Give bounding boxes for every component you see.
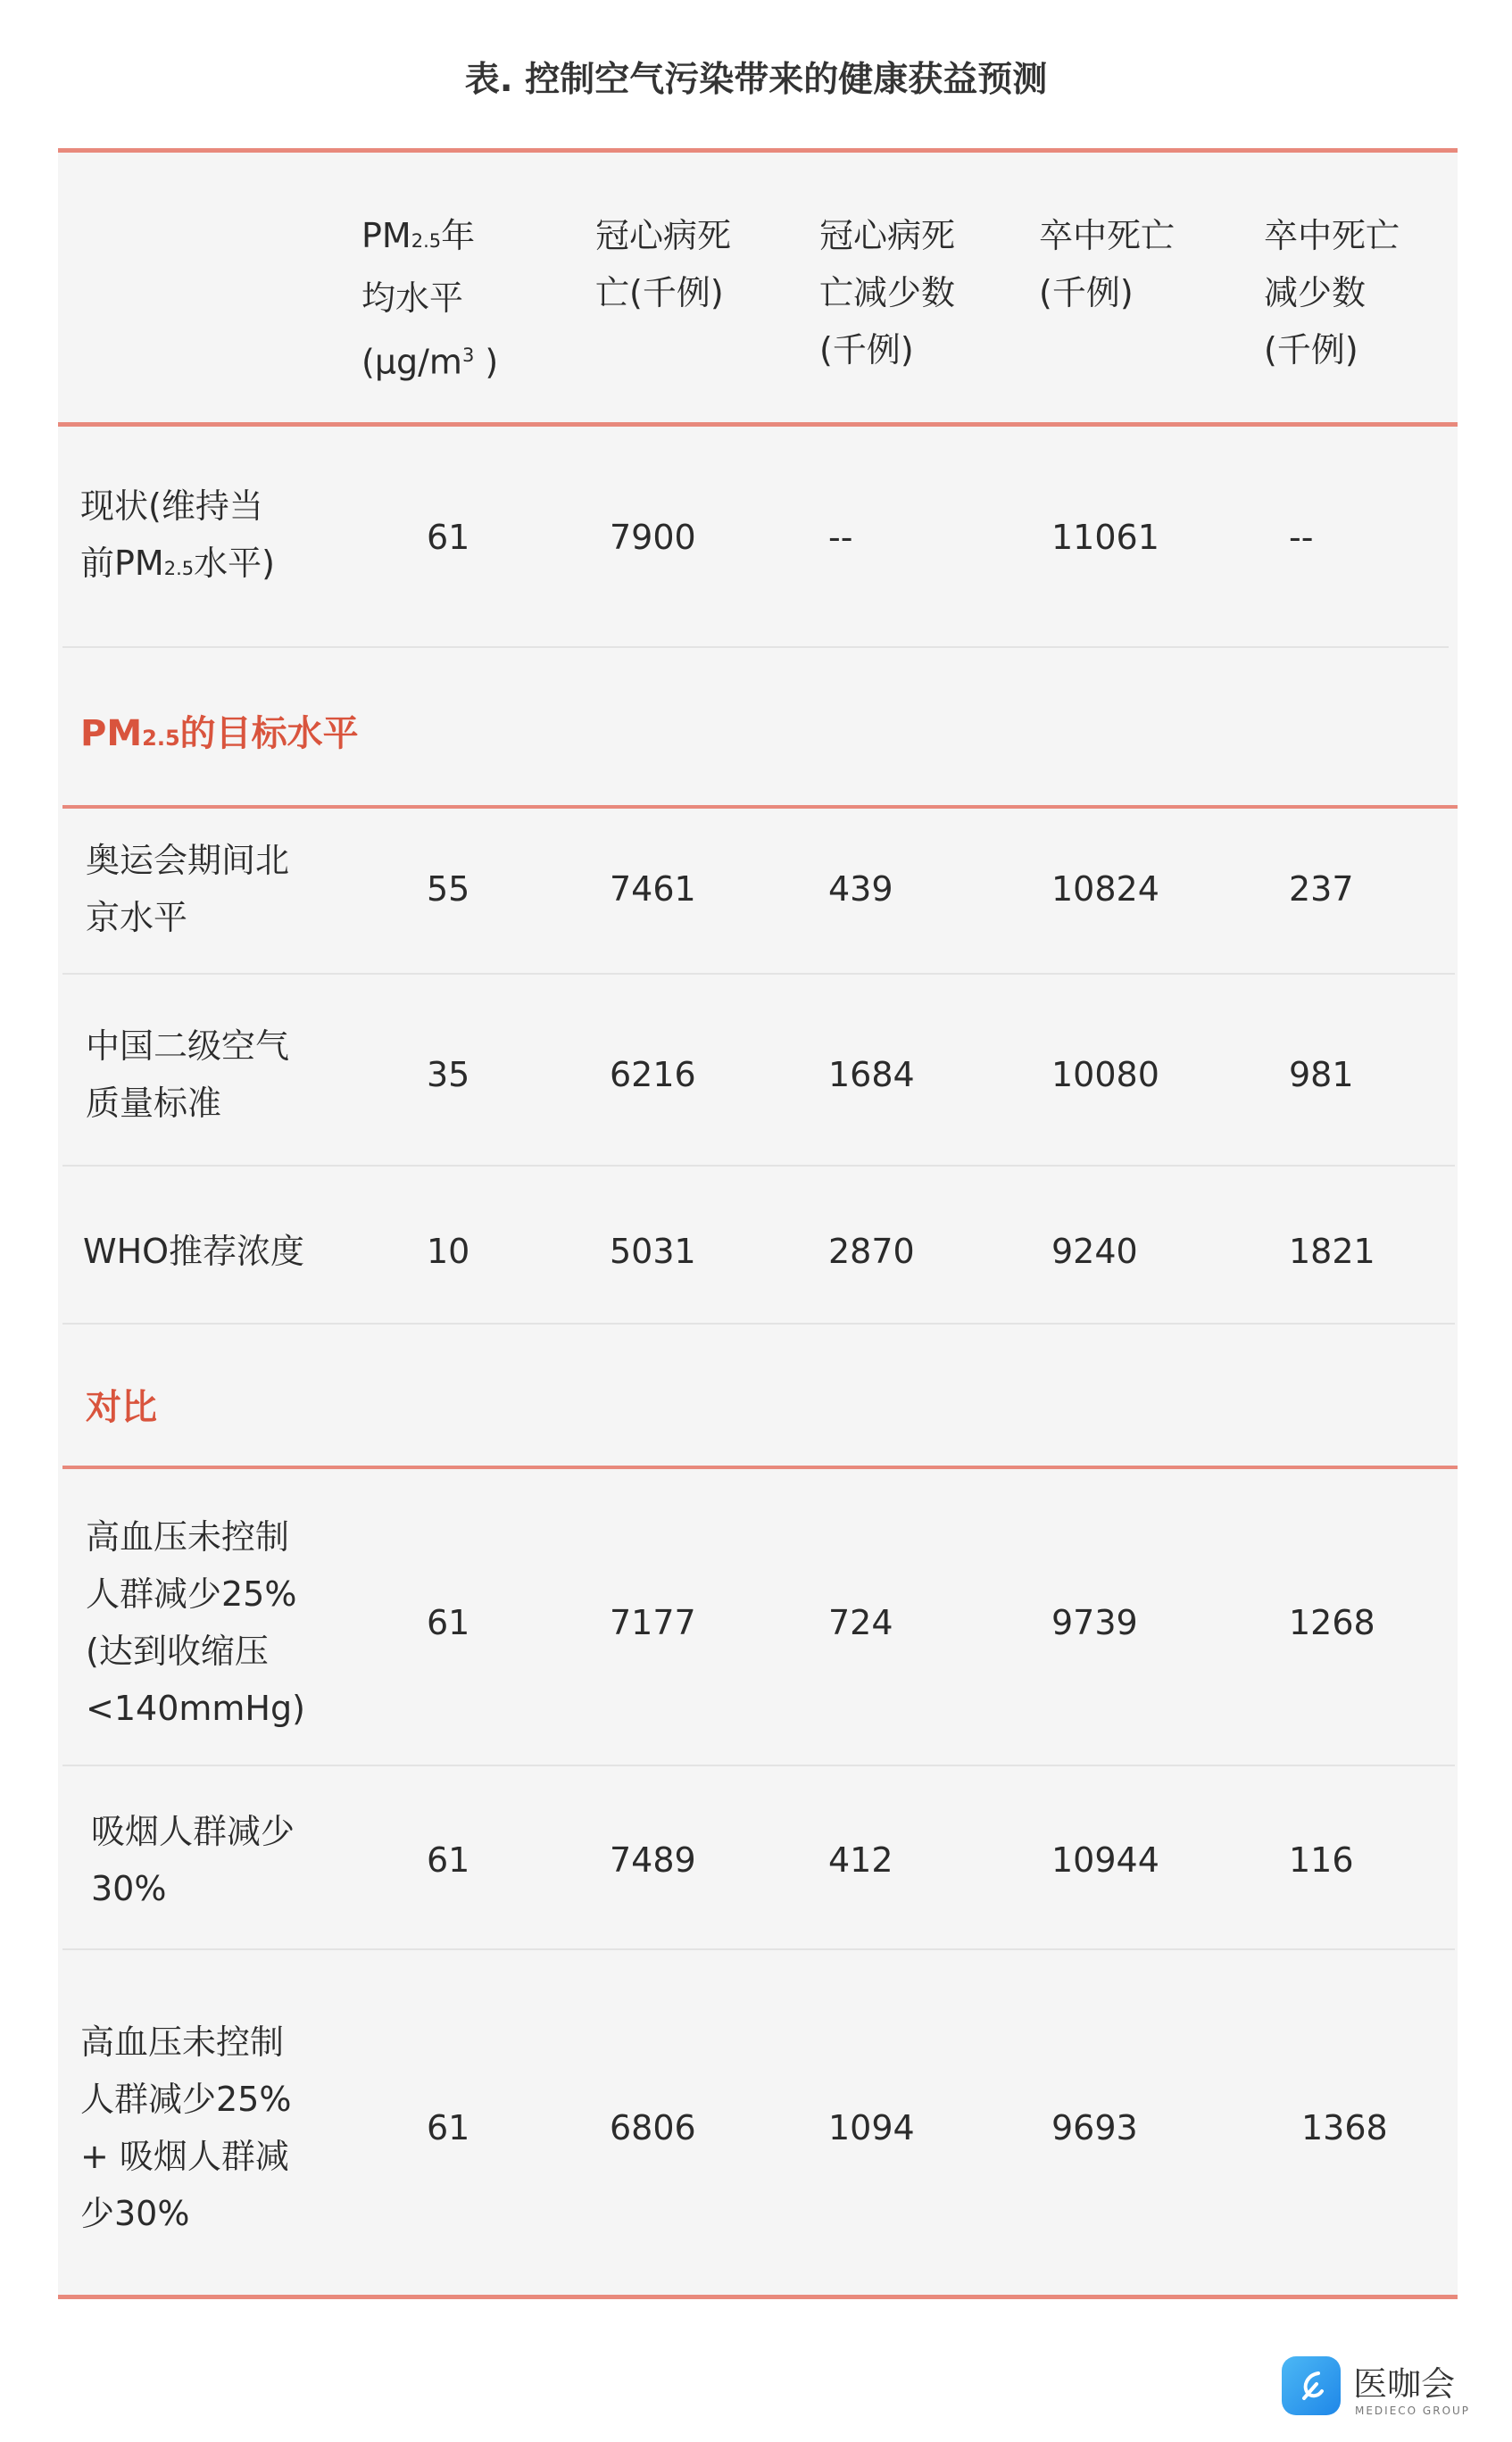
status-stroke: 11061 <box>1051 518 1159 557</box>
section-title-compare: 对比 <box>86 1387 157 1428</box>
section-title-targets: PM2.5的目标水平 <box>80 713 359 754</box>
top-rule <box>58 148 1458 153</box>
row-separator <box>62 1165 1455 1167</box>
status-chd-red: -- <box>828 518 853 557</box>
header-rule <box>58 422 1458 427</box>
status-stroke-red: -- <box>1289 518 1314 557</box>
header-stroke-reduction: 卒中死亡 减少数 (千例) <box>1264 216 1400 370</box>
logo-icon <box>1282 2356 1341 2415</box>
header-stroke-deaths: 卒中死亡 (千例) <box>1039 216 1176 312</box>
section2-rule <box>62 1466 1458 1469</box>
page-title: 表. 控制空气污染带来的健康获益预测 <box>464 60 1048 100</box>
logo-name: 医咖会 <box>1353 2364 1456 2404</box>
status-pm: 61 <box>427 518 470 557</box>
status-row-label: 现状(维持当 前PM2.5水平) <box>80 486 275 583</box>
section1-rule <box>62 805 1458 809</box>
bottom-rule <box>58 2295 1458 2299</box>
header-chd-deaths: 冠心病死 亡(千例) <box>595 216 732 312</box>
row-separator <box>62 973 1455 975</box>
row-separator <box>62 646 1449 648</box>
header-chd-reduction: 冠心病死 亡减少数 (千例) <box>819 216 956 370</box>
row-separator <box>62 1948 1455 1950</box>
status-chd: 7900 <box>610 518 696 557</box>
row-separator <box>62 1765 1455 1766</box>
header-pm: PM2.5年 均水平 ($\mu g/m^3$ ) <box>361 216 499 382</box>
row-separator <box>62 1323 1455 1325</box>
logo-subtitle: MEDIECO GROUP <box>1355 2405 1471 2417</box>
